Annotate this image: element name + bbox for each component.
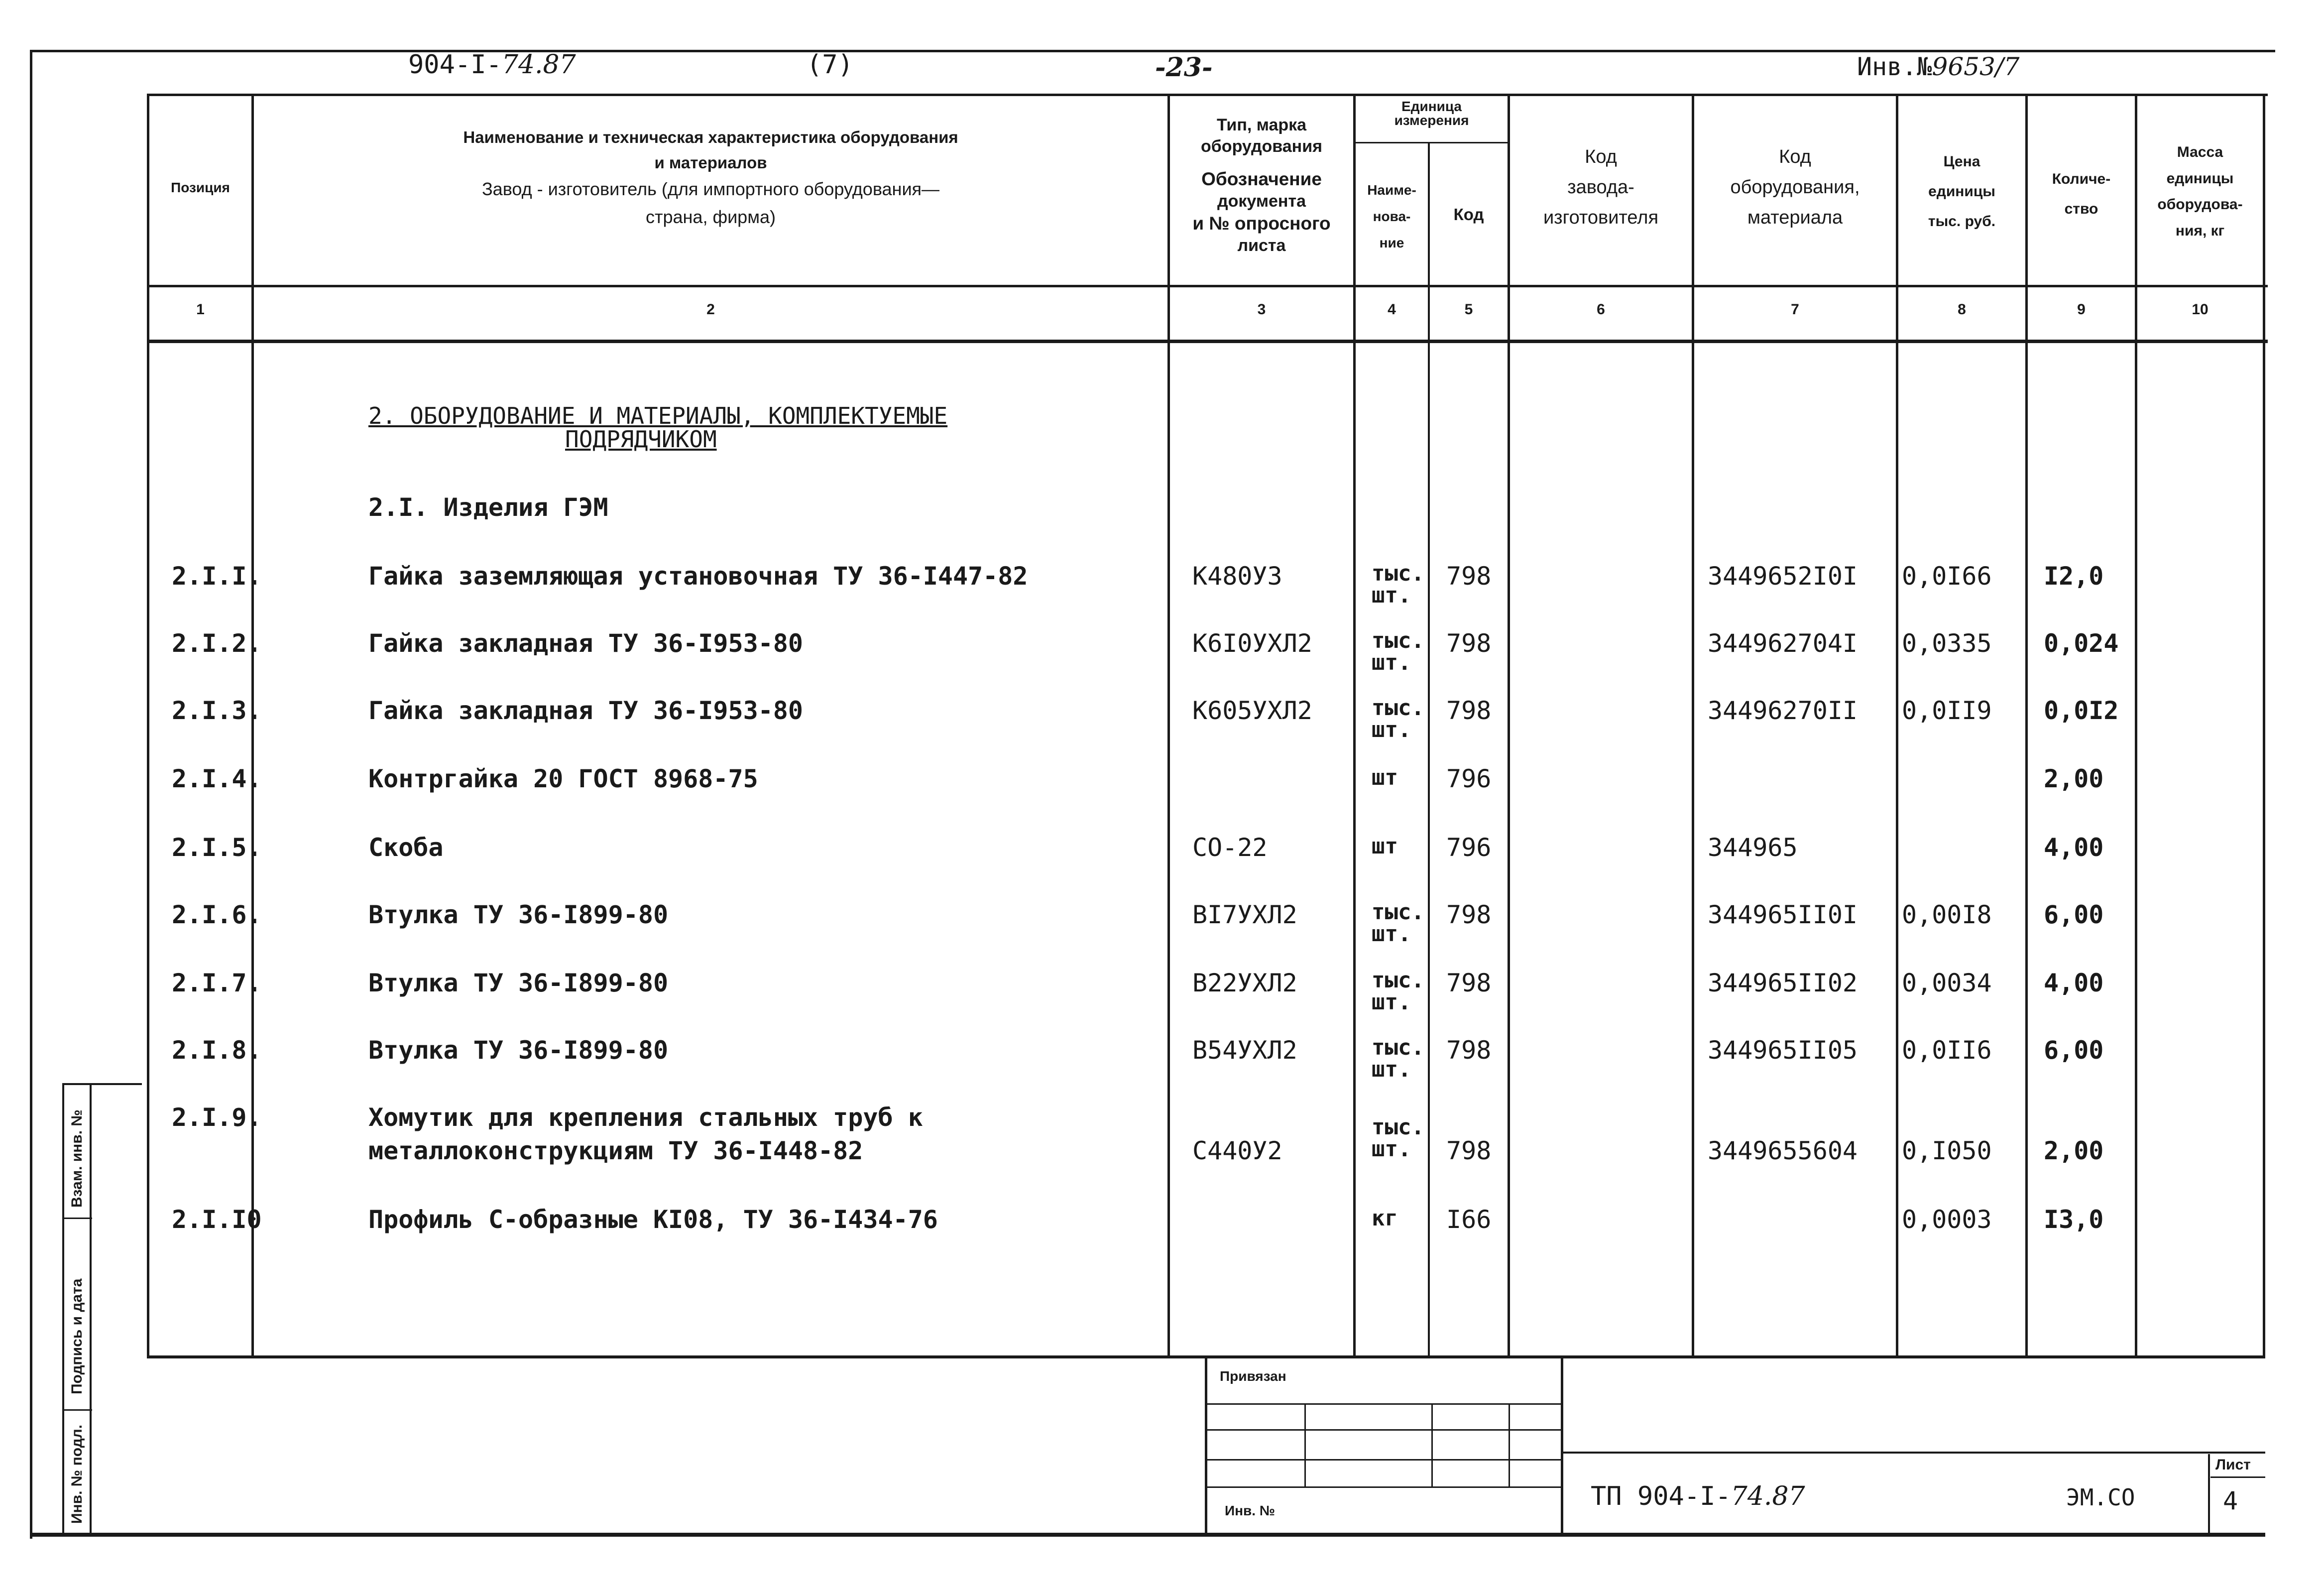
header-equip-code-line3: материала	[1747, 207, 1843, 228]
header-unit-name-line2: нова-	[1373, 209, 1411, 225]
row-unit-line2: шт.	[1372, 921, 1411, 947]
margin-stamp-div-1	[62, 1218, 92, 1219]
row-position: 2.I.9.	[172, 1103, 262, 1132]
vline-1	[251, 94, 254, 1358]
row-unit-line2: шт.	[1372, 583, 1411, 608]
vline-7	[1896, 94, 1898, 1358]
header-quantity-line1: Количе-	[2052, 171, 2111, 187]
header-mass-line2: единицы	[2166, 170, 2234, 187]
header-quantity-line2: ство	[2064, 201, 2098, 217]
header-name	[254, 124, 1167, 231]
row-unit-line1: тыс.	[1372, 1035, 1424, 1060]
row-equip-code: 344962704I	[1708, 629, 1858, 658]
doc-code	[408, 50, 576, 80]
table-top	[147, 94, 2268, 96]
header-price-line2: единицы	[1928, 183, 1995, 200]
row-quantity: I2,0	[2044, 562, 2104, 591]
col-number-7: 7	[1791, 301, 1799, 318]
row-price: 0,0II9	[1902, 696, 1992, 725]
header-unit-group-line2: измерения	[1394, 113, 1469, 128]
margin-stamp-left	[62, 1083, 64, 1534]
stamp-col-1	[1304, 1403, 1306, 1488]
header-unit-name	[1356, 177, 1428, 256]
row-quantity: 4,00	[2044, 969, 2104, 997]
header-mass-line4: ния, кг	[2175, 222, 2225, 239]
row-type: К605УХЛ2	[1192, 696, 1312, 725]
row-name: Втулка ТУ 36-I899-80	[368, 1036, 669, 1065]
col-number-3: 3	[1257, 301, 1266, 318]
doc-code-hand: 74.87	[501, 50, 576, 80]
section-title-line1: 2. ОБОРУДОВАНИЕ И МАТЕРИАЛЫ, КОМПЛЕКТУЕМЫЕ	[368, 402, 948, 429]
inventory-hand: 9653/7	[1932, 52, 2020, 81]
row-unit-line1: тыс.	[1372, 899, 1424, 925]
header-mass	[2137, 139, 2263, 244]
col-number-1: 1	[196, 301, 205, 318]
margin-podpis-label: Подпись и дата	[69, 1278, 85, 1394]
row-unit-line2: шт.	[1372, 717, 1411, 742]
row-quantity: 2,00	[2044, 764, 2104, 793]
row-unit	[1372, 901, 1424, 945]
row-type: В22УХЛ2	[1192, 969, 1297, 997]
row-position: 2.I.7.	[172, 969, 262, 997]
row-price: 0,0003	[1902, 1205, 1992, 1234]
row-unit-code: 798	[1446, 562, 1492, 591]
row-unit	[1372, 1208, 1398, 1229]
header-unit-group-line1: Единица	[1401, 99, 1462, 114]
stamp-right-border	[1561, 1355, 1563, 1535]
row-unit-line1: шт	[1372, 834, 1398, 859]
row-name: Профиль С-образные КI08, ТУ 36-I434-76	[368, 1205, 938, 1234]
header-plant-code-line1: Код	[1585, 146, 1617, 167]
col-number-4: 4	[1388, 301, 1396, 318]
row-quantity: 6,00	[2044, 1036, 2104, 1065]
row-price: 0,0034	[1902, 969, 1992, 997]
inventory-label: Инв.№	[1857, 52, 1932, 81]
header-equip-code-line2: оборудования,	[1730, 176, 1860, 198]
row-unit-code: 796	[1446, 833, 1492, 862]
row-quantity: I3,0	[2044, 1205, 2104, 1234]
row-equip-code: 3449652I0I	[1708, 562, 1858, 591]
title-block-doc-print: ТП 904-I-	[1591, 1481, 1731, 1511]
row-position: 2.I.2.	[172, 629, 262, 658]
sheet-cell-left	[2208, 1454, 2210, 1534]
row-unit	[1372, 630, 1424, 674]
row-price: 0,00I8	[1902, 900, 1992, 929]
header-bottom	[147, 285, 2268, 287]
header-unit-name-line3: ние	[1379, 235, 1404, 251]
header-plant-code-line2: завода-	[1567, 176, 1634, 198]
row-unit-code: I66	[1446, 1205, 1492, 1234]
page-number: -23-	[1155, 52, 1213, 83]
doc-code-print: 904-I-	[408, 50, 502, 80]
header-plant-code	[1510, 142, 1692, 233]
stamp-col-2	[1431, 1403, 1433, 1488]
row-equip-code: 34496270II	[1708, 696, 1858, 725]
vline-3	[1353, 94, 1356, 1358]
row-name: Хомутик для крепления стальных труб к	[368, 1103, 923, 1132]
row-equip-code: 344965II02	[1708, 969, 1858, 997]
row-type: К6I0УХЛ2	[1192, 629, 1312, 658]
row-name: Гайка закладная ТУ 36-I953-80	[368, 696, 803, 725]
numbers-bottom	[149, 340, 2268, 343]
sheet-code: ЭМ.СО	[2066, 1484, 2135, 1511]
row-unit-line1: тыс.	[1372, 695, 1424, 721]
row-quantity: 0,0I2	[2044, 696, 2119, 725]
row-equip-code: 344965	[1708, 833, 1798, 862]
header-type-line2: оборудования	[1201, 136, 1322, 156]
unit-group-rule	[1354, 142, 1509, 143]
header-name-line1: Наименование и техническая характеристика оборудования	[463, 128, 958, 146]
header-type-line6: листа	[1237, 236, 1286, 255]
row-type: В54УХЛ2	[1192, 1036, 1297, 1065]
header-name-line4: страна, фирма)	[646, 207, 776, 228]
row-price: 0,0I66	[1902, 562, 1992, 591]
margin-podl-label: Инв. № подл.	[69, 1424, 85, 1524]
col-number-8: 8	[1958, 301, 1966, 318]
row-unit	[1372, 563, 1424, 607]
header-mass-line3: оборудова-	[2157, 196, 2243, 213]
row-type: К480У3	[1192, 562, 1282, 591]
row-unit-line1: тыс.	[1372, 968, 1424, 993]
row-unit-line1: тыс.	[1372, 628, 1424, 653]
row-unit-line2: шт.	[1372, 1057, 1411, 1082]
header-unit-name-line1: Наиме-	[1367, 182, 1416, 198]
header-unit-code: Код	[1453, 205, 1484, 224]
vline-5	[1508, 94, 1510, 1358]
margin-vzam-label: Взам. инв. №	[69, 1109, 85, 1208]
row-name: Втулка ТУ 36-I899-80	[368, 900, 669, 929]
row-position: 2.I.3.	[172, 696, 262, 725]
row-unit	[1372, 697, 1424, 741]
header-type-line1: Тип, марка	[1216, 116, 1307, 134]
row-unit-line1: тыс.	[1372, 1114, 1424, 1140]
stamp-inventory-label: Инв. №	[1225, 1503, 1276, 1518]
row-unit-code: 798	[1446, 900, 1492, 929]
header-name-line3: Завод - изготовитель (для импортного оборудования—	[481, 179, 940, 200]
row-name: Втулка ТУ 36-I899-80	[368, 969, 669, 997]
header-mass-line1: Масса	[2177, 144, 2223, 160]
row-quantity: 0,024	[2044, 629, 2119, 658]
top-left-border	[30, 50, 32, 1539]
title-block-doc-hand: 74.87	[1731, 1481, 1805, 1511]
row-unit-code: 796	[1446, 764, 1492, 793]
row-name: Контргайка 20 ГОСТ 8968-75	[368, 764, 758, 793]
row-unit-line2: шт.	[1372, 1136, 1411, 1162]
row-equip-code: 344965II05	[1708, 1036, 1858, 1065]
row-unit-code: 798	[1446, 1136, 1492, 1165]
row-type: СО-22	[1192, 833, 1268, 862]
row-name-line2: металлоконструкциям ТУ 36-I448-82	[368, 1136, 863, 1165]
header-price-line3: тыс. руб.	[1928, 213, 1996, 230]
margin-stamp-top	[62, 1083, 142, 1085]
header-price	[1898, 147, 2025, 237]
row-position: 2.I.5.	[172, 833, 262, 862]
stamp-col-3	[1509, 1403, 1510, 1488]
col-number-6: 6	[1597, 301, 1605, 318]
inventory-number	[1857, 52, 2019, 81]
col-number-2: 2	[706, 301, 715, 318]
row-name: Скоба	[368, 833, 444, 862]
section-title-line2: ПОДРЯДЧИКОМ	[565, 426, 717, 453]
header-type-line4: документа	[1217, 192, 1306, 211]
row-name: Гайка заземляющая установочная ТУ 36-I447-82	[368, 562, 1028, 591]
row-price: 0,0II6	[1902, 1036, 1992, 1065]
row-unit	[1372, 1037, 1424, 1081]
row-unit-code: 798	[1446, 969, 1492, 997]
sheet-cell-mid	[2210, 1476, 2265, 1478]
row-position: 2.I.8.	[172, 1036, 262, 1065]
row-unit	[1372, 767, 1398, 789]
row-unit-code: 798	[1446, 629, 1492, 658]
vline-9	[2135, 94, 2137, 1358]
vline-2	[1167, 94, 1170, 1358]
header-type-line5: и № опросного	[1192, 213, 1331, 234]
margin-stamp-div-2	[62, 1409, 92, 1411]
col-number-9: 9	[2077, 301, 2086, 318]
row-position: 2.I.6.	[172, 900, 262, 929]
header-type-line3: Обозначение	[1201, 169, 1322, 189]
header-type	[1170, 115, 1353, 256]
row-quantity: 6,00	[2044, 900, 2104, 929]
vline-0	[147, 94, 149, 1358]
row-price: 0,I050	[1902, 1136, 1992, 1165]
page-bottom	[30, 1533, 2265, 1537]
row-unit-line2: шт.	[1372, 989, 1411, 1015]
row-quantity: 2,00	[2044, 1136, 2104, 1165]
row-price: 0,0335	[1902, 629, 1992, 658]
row-type: С440У2	[1192, 1136, 1282, 1165]
sheet-label: Лист	[2215, 1457, 2251, 1473]
sheet-number: 4	[2223, 1486, 2238, 1515]
row-unit-line1: кг	[1372, 1206, 1398, 1231]
row-position: 2.I.I0	[172, 1205, 262, 1234]
header-name-line2: и материалов	[654, 153, 767, 172]
vline-4	[1428, 143, 1430, 1358]
header-quantity	[2028, 164, 2135, 224]
header-plant-code-line3: изготовителя	[1543, 207, 1659, 228]
row-unit	[1372, 970, 1424, 1013]
row-name: Гайка закладная ТУ 36-I953-80	[368, 629, 803, 658]
title-block-top	[1563, 1452, 2265, 1454]
header-equip-code	[1694, 142, 1896, 233]
row-equip-code: 344965II0I	[1708, 900, 1858, 929]
row-unit-code: 798	[1446, 1036, 1492, 1065]
row-unit-line1: шт	[1372, 765, 1398, 790]
vline-6	[1692, 94, 1694, 1358]
row-unit-code: 798	[1446, 696, 1492, 725]
row-equip-code: 3449655604	[1708, 1136, 1858, 1165]
header-price-line1: Цена	[1943, 153, 1980, 170]
row-unit	[1372, 836, 1398, 857]
section-subtitle: 2.I. Изделия ГЭМ	[368, 493, 608, 522]
row-position: 2.I.4.	[172, 764, 262, 793]
header-unit-group	[1356, 100, 1508, 127]
row-position: 2.I.I.	[172, 562, 262, 591]
header-equip-code-line1: Код	[1779, 146, 1811, 167]
row-type: ВI7УХЛ2	[1192, 900, 1297, 929]
margin-stamp-inner	[90, 1083, 92, 1534]
title-block-doc-code	[1591, 1481, 1805, 1511]
col-number-10: 10	[2192, 301, 2208, 318]
col-number-5: 5	[1464, 301, 1473, 318]
row-unit-line2: шт.	[1372, 650, 1411, 675]
header-position: Позиция	[171, 180, 230, 195]
row-unit	[1372, 1116, 1424, 1160]
row-unit-line1: тыс.	[1372, 561, 1424, 586]
stamp-left-border	[1205, 1355, 1207, 1535]
row-quantity: 4,00	[2044, 833, 2104, 862]
vline-10	[2263, 94, 2265, 1358]
copy-number: (7)	[807, 50, 853, 80]
vline-8	[2025, 94, 2028, 1358]
privyazan-label: Привязан	[1220, 1368, 1286, 1384]
